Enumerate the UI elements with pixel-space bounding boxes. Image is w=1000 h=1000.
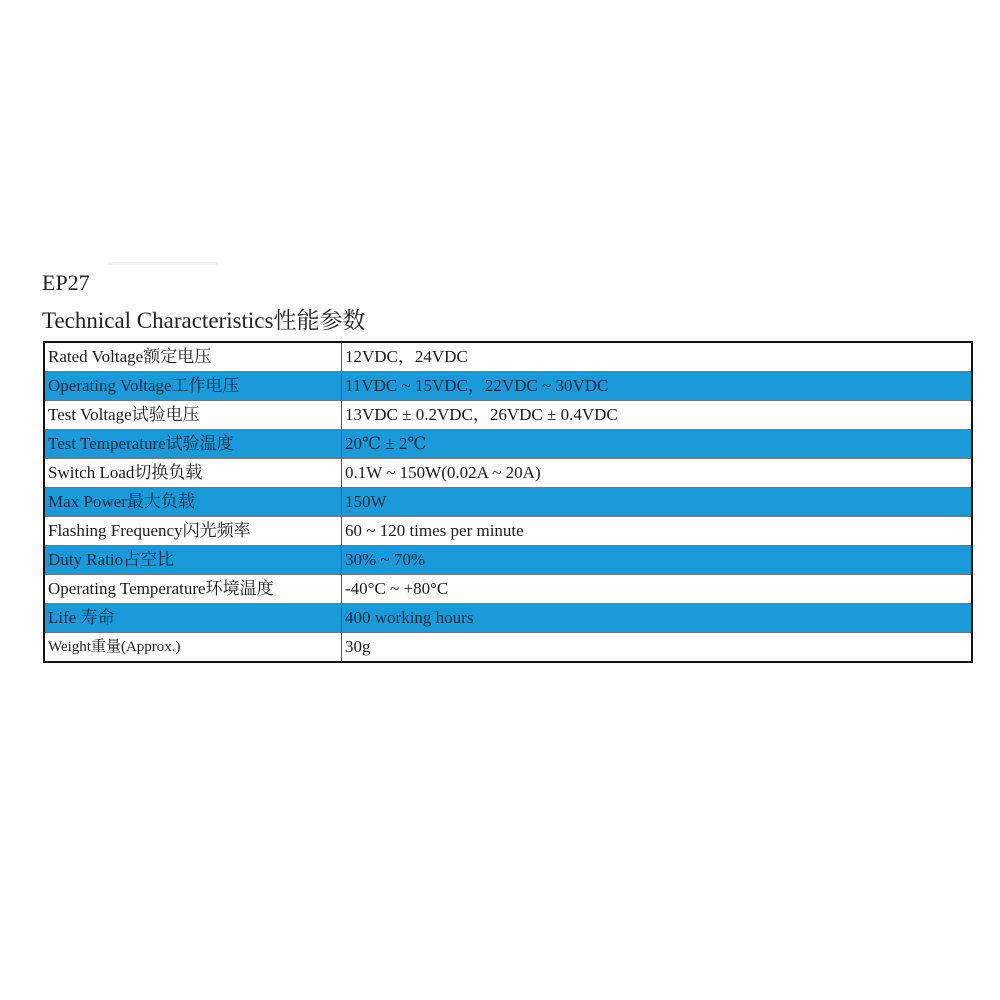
spec-table — [43, 341, 973, 663]
spec-label: Switch Load切换负载 — [44, 459, 342, 488]
spec-value: 11VDC ~ 15VDC，22VDC ~ 30VDC — [342, 372, 973, 401]
spec-label: Life 寿命 — [44, 604, 342, 633]
table-row — [44, 372, 972, 401]
spec-value: 13VDC ± 0.2VDC，26VDC ± 0.4VDC — [342, 401, 973, 430]
spec-value: -40°C ~ +80°C — [342, 575, 973, 604]
section-title: Technical Characteristics性能参数 — [42, 308, 366, 333]
table-row — [44, 546, 972, 575]
spec-value: 20℃ ± 2℃ — [342, 430, 973, 459]
spec-value: 30% ~ 70% — [342, 546, 973, 575]
table-row — [44, 401, 972, 430]
model-name: EP27 — [42, 270, 90, 295]
table-row — [44, 459, 972, 488]
spec-label: Weight重量(Approx.) — [44, 633, 342, 663]
table-row — [44, 342, 972, 372]
spec-label: Rated Voltage额定电压 — [44, 342, 342, 372]
spec-value: 400 working hours — [342, 604, 973, 633]
spec-label: Operating Temperature环境温度 — [44, 575, 342, 604]
table-row — [44, 604, 972, 633]
decorative-line — [108, 262, 218, 265]
table-row — [44, 488, 972, 517]
spec-label: Flashing Frequency闪光频率 — [44, 517, 342, 546]
spec-value: 12VDC，24VDC — [342, 342, 973, 372]
spec-label: Duty Ratio占空比 — [44, 546, 342, 575]
spec-value: 0.1W ~ 150W(0.02A ~ 20A) — [342, 459, 973, 488]
table-row — [44, 633, 972, 663]
spec-value: 150W — [342, 488, 973, 517]
spec-value: 60 ~ 120 times per minute — [342, 517, 973, 546]
spec-label: Max Power最大负载 — [44, 488, 342, 517]
table-row — [44, 517, 972, 546]
spec-label: Operating Voltage工作电压 — [44, 372, 342, 401]
table-row — [44, 575, 972, 604]
spec-label: Test Temperature试验温度 — [44, 430, 342, 459]
table-row — [44, 430, 972, 459]
spec-value: 30g — [342, 633, 973, 663]
spec-label: Test Voltage试验电压 — [44, 401, 342, 430]
